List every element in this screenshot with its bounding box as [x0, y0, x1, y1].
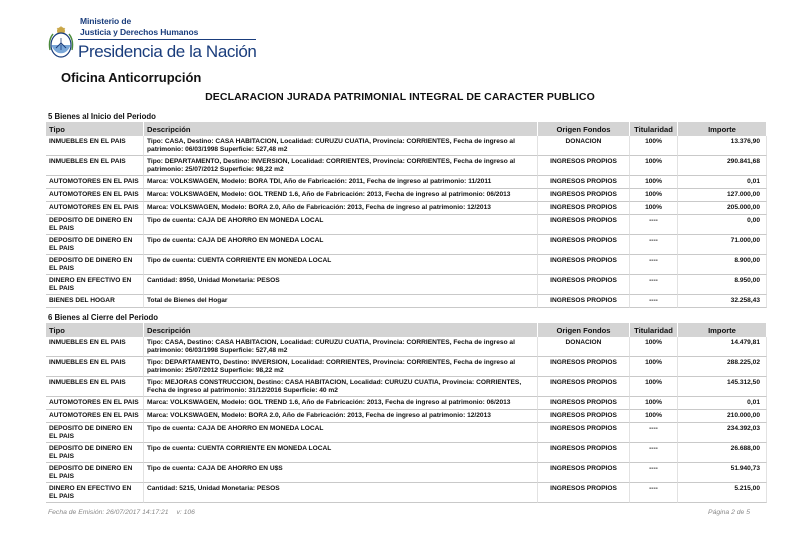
- cell-importe: 8.900,00: [678, 255, 767, 275]
- cell-descripcion: Tipo de cuenta: CAJA DE AHORRO EN U$S: [144, 463, 538, 483]
- cell-importe: 51.940,73: [678, 463, 767, 483]
- column-header-descripcion: Descripción: [144, 323, 538, 337]
- cell-origen: INGRESOS PROPIOS: [538, 483, 630, 503]
- cell-titularidad: ----: [630, 215, 678, 235]
- table-row: [46, 463, 767, 483]
- cell-tipo: INMUEBLES EN EL PAIS: [46, 377, 144, 397]
- cell-tipo: AUTOMOTORES EN EL PAIS: [46, 397, 144, 410]
- cell-importe: 14.479,81: [678, 337, 767, 357]
- header: [48, 12, 348, 72]
- cell-descripcion: Marca: VOLKSWAGEN, Modelo: BORA 2.0, Año de Fabricación: 2013, Fecha de ingreso al patrimonio: 12/2013: [144, 202, 538, 215]
- cell-titularidad: 100%: [630, 357, 678, 377]
- document-title: DECLARACION JURADA PATRIMONIAL INTEGRAL DE CARACTER PUBLICO: [205, 91, 595, 103]
- cell-tipo: BIENES DEL HOGAR: [46, 295, 144, 308]
- cell-tipo: DEPOSITO DE DINERO EN EL PAIS: [46, 463, 144, 483]
- cell-descripcion: Cantidad: 8950, Unidad Monetaria: PESOS: [144, 275, 538, 295]
- cell-titularidad: ----: [630, 275, 678, 295]
- ministry-name: [80, 16, 198, 38]
- table-row: [46, 423, 767, 443]
- cell-tipo: INMUEBLES EN EL PAIS: [46, 156, 144, 176]
- cell-titularidad: ----: [630, 483, 678, 503]
- cell-importe: 205.000,00: [678, 202, 767, 215]
- column-header-origen: Origen Fondos: [538, 122, 630, 136]
- cell-importe: 288.225,02: [678, 357, 767, 377]
- table-header-row: [46, 122, 767, 136]
- cell-descripcion: Tipo: CASA, Destino: CASA HABITACION, Localidad: CURUZU CUATIA, Provincia: CORRIENTES, Fecha de ingreso al patrimonio: 06/03/1998 Superficie: 527,48 m2: [144, 337, 538, 357]
- cell-titularidad: 100%: [630, 337, 678, 357]
- cell-tipo: AUTOMOTORES EN EL PAIS: [46, 410, 144, 423]
- cell-descripcion: Tipo de cuenta: CAJA DE AHORRO EN MONEDA LOCAL: [144, 215, 538, 235]
- cell-tipo: INMUEBLES EN EL PAIS: [46, 136, 144, 156]
- cell-origen: INGRESOS PROPIOS: [538, 235, 630, 255]
- cell-importe: 13.376,90: [678, 136, 767, 156]
- section-title-cierre: 6 Bienes al Cierre del Periodo: [48, 313, 159, 322]
- table-row: [46, 202, 767, 215]
- table-row: [46, 397, 767, 410]
- table-row: [46, 483, 767, 503]
- presidencia-label: Presidencia de la Nación: [78, 39, 256, 62]
- footer-emission: [48, 509, 201, 516]
- column-header-titularidad: Titularidad: [630, 122, 678, 136]
- cell-descripcion: Tipo de cuenta: CUENTA CORRIENTE EN MONEDA LOCAL: [144, 255, 538, 275]
- table-row: [46, 295, 767, 308]
- version-label: v: 106: [176, 509, 195, 516]
- table-row: [46, 215, 767, 235]
- cell-importe: 234.392,03: [678, 423, 767, 443]
- cell-origen: INGRESOS PROPIOS: [538, 189, 630, 202]
- cell-importe: 0,01: [678, 176, 767, 189]
- cell-importe: 210.000,00: [678, 410, 767, 423]
- cell-origen: INGRESOS PROPIOS: [538, 275, 630, 295]
- table-row: [46, 176, 767, 189]
- cell-titularidad: ----: [630, 255, 678, 275]
- cell-tipo: AUTOMOTORES EN EL PAIS: [46, 176, 144, 189]
- cell-tipo: DEPOSITO DE DINERO EN EL PAIS: [46, 235, 144, 255]
- cell-titularidad: ----: [630, 463, 678, 483]
- cell-tipo: DEPOSITO DE DINERO EN EL PAIS: [46, 423, 144, 443]
- column-header-importe: Importe: [678, 122, 767, 136]
- table-row: [46, 255, 767, 275]
- column-header-importe: Importe: [678, 323, 767, 337]
- cell-origen: INGRESOS PROPIOS: [538, 215, 630, 235]
- cell-descripcion: Tipo de cuenta: CUENTA CORRIENTE EN MONEDA LOCAL: [144, 443, 538, 463]
- cell-titularidad: 100%: [630, 410, 678, 423]
- cell-descripcion: Marca: VOLKSWAGEN, Modelo: BORA TDI, Año de Fabricación: 2011, Fecha de ingreso al patrimonio: 11/2011: [144, 176, 538, 189]
- cell-importe: 290.841,68: [678, 156, 767, 176]
- cell-importe: 127.000,00: [678, 189, 767, 202]
- ministry-line-2: Justicia y Derechos Humanos: [80, 27, 199, 37]
- cell-descripcion: Tipo: CASA, Destino: CASA HABITACION, Localidad: CURUZU CUATIA, Provincia: CORRIENTES, Fecha de ingreso al patrimonio: 06/03/1998 Superficie: 527,48 m2: [144, 136, 538, 156]
- table-row: [46, 235, 767, 255]
- cell-origen: INGRESOS PROPIOS: [538, 463, 630, 483]
- coat-of-arms-icon: [48, 26, 74, 58]
- cell-titularidad: 100%: [630, 176, 678, 189]
- cell-tipo: INMUEBLES EN EL PAIS: [46, 357, 144, 377]
- assets-end-table: [46, 323, 767, 503]
- cell-descripcion: Tipo: DEPARTAMENTO, Destino: INVERSION, Localidad: CORRIENTES, Provincia: CORRIENTES, Fecha de ingreso al patrimonio: 25/07/2012 Superficie: 98,22 m2: [144, 156, 538, 176]
- cell-importe: 0,01: [678, 397, 767, 410]
- cell-origen: INGRESOS PROPIOS: [538, 156, 630, 176]
- cell-tipo: INMUEBLES EN EL PAIS: [46, 337, 144, 357]
- assets-start-table: [46, 122, 767, 308]
- cell-titularidad: ----: [630, 443, 678, 463]
- cell-importe: 26.688,00: [678, 443, 767, 463]
- cell-descripcion: Tipo de cuenta: CAJA DE AHORRO EN MONEDA LOCAL: [144, 423, 538, 443]
- cell-titularidad: 100%: [630, 397, 678, 410]
- table-header-row: [46, 323, 767, 337]
- cell-origen: INGRESOS PROPIOS: [538, 423, 630, 443]
- cell-descripcion: Cantidad: 5215, Unidad Monetaria: PESOS: [144, 483, 538, 503]
- column-header-tipo: Tipo: [46, 122, 144, 136]
- cell-origen: INGRESOS PROPIOS: [538, 443, 630, 463]
- cell-descripcion: Marca: VOLKSWAGEN, Modelo: GOL TREND 1.6, Año de Fabricación: 2013, Fecha de ingreso al patrimonio: 06/2013: [144, 397, 538, 410]
- cell-importe: 5.215,00: [678, 483, 767, 503]
- cell-origen: INGRESOS PROPIOS: [538, 176, 630, 189]
- cell-titularidad: 100%: [630, 156, 678, 176]
- cell-importe: 8.950,00: [678, 275, 767, 295]
- cell-importe: 71.000,00: [678, 235, 767, 255]
- table-row: [46, 337, 767, 357]
- cell-origen: INGRESOS PROPIOS: [538, 357, 630, 377]
- cell-tipo: DINERO EN EFECTIVO EN EL PAIS: [46, 275, 144, 295]
- column-header-titularidad: Titularidad: [630, 323, 678, 337]
- cell-importe: 0,00: [678, 215, 767, 235]
- cell-origen: INGRESOS PROPIOS: [538, 410, 630, 423]
- office-title: Oficina Anticorrupción: [61, 70, 202, 85]
- cell-tipo: DINERO EN EFECTIVO EN EL PAIS: [46, 483, 144, 503]
- table-row: [46, 357, 767, 377]
- cell-origen: DONACION: [538, 337, 630, 357]
- cell-origen: DONACION: [538, 136, 630, 156]
- cell-tipo: DEPOSITO DE DINERO EN EL PAIS: [46, 215, 144, 235]
- cell-tipo: DEPOSITO DE DINERO EN EL PAIS: [46, 255, 144, 275]
- cell-origen: INGRESOS PROPIOS: [538, 377, 630, 397]
- section-title-inicio: 5 Bienes al Inicio del Periodo: [48, 112, 156, 121]
- table-row: [46, 136, 767, 156]
- cell-origen: INGRESOS PROPIOS: [538, 202, 630, 215]
- cell-titularidad: 100%: [630, 136, 678, 156]
- cell-descripcion: Tipo: DEPARTAMENTO, Destino: INVERSION, Localidad: CORRIENTES, Provincia: CORRIENTES, Fecha de ingreso al patrimonio: 25/07/2012 Superficie: 98,22 m2: [144, 357, 538, 377]
- cell-titularidad: 100%: [630, 202, 678, 215]
- table-row: [46, 156, 767, 176]
- cell-tipo: AUTOMOTORES EN EL PAIS: [46, 189, 144, 202]
- table-row: [46, 443, 767, 463]
- cell-descripcion: Tipo de cuenta: CAJA DE AHORRO EN MONEDA LOCAL: [144, 235, 538, 255]
- table-row: [46, 377, 767, 397]
- column-header-tipo: Tipo: [46, 323, 144, 337]
- cell-origen: INGRESOS PROPIOS: [538, 397, 630, 410]
- table-row: [46, 189, 767, 202]
- cell-origen: INGRESOS PROPIOS: [538, 255, 630, 275]
- table-row: [46, 275, 767, 295]
- cell-descripcion: Marca: VOLKSWAGEN, Modelo: BORA 2.0, Año de Fabricación: 2013, Fecha de ingreso al patrimonio: 12/2013: [144, 410, 538, 423]
- emission-date: Fecha de Emisión: 26/07/2017 14:17:21: [48, 509, 169, 516]
- cell-titularidad: 100%: [630, 189, 678, 202]
- table-row: [46, 410, 767, 423]
- page-number: Página 2 de 5: [708, 509, 750, 516]
- cell-tipo: DEPOSITO DE DINERO EN EL PAIS: [46, 443, 144, 463]
- column-header-descripcion: Descripción: [144, 122, 538, 136]
- cell-titularidad: 100%: [630, 377, 678, 397]
- column-header-origen: Origen Fondos: [538, 323, 630, 337]
- cell-titularidad: ----: [630, 235, 678, 255]
- cell-titularidad: ----: [630, 423, 678, 443]
- cell-descripcion: Total de Bienes del Hogar: [144, 295, 538, 308]
- cell-origen: INGRESOS PROPIOS: [538, 295, 630, 308]
- cell-titularidad: ----: [630, 295, 678, 308]
- cell-tipo: AUTOMOTORES EN EL PAIS: [46, 202, 144, 215]
- cell-importe: 145.312,50: [678, 377, 767, 397]
- cell-descripcion: Marca: VOLKSWAGEN, Modelo: GOL TREND 1.6, Año de Fabricación: 2013, Fecha de ingreso al patrimonio: 06/2013: [144, 189, 538, 202]
- cell-importe: 32.258,43: [678, 295, 767, 308]
- ministry-line-1: Ministerio de: [80, 16, 132, 26]
- cell-descripcion: Tipo: MEJORAS CONSTRUCCION, Destino: CASA HABITACION, Localidad: CURUZU CUATIA, Provincia: CORRIENTES, Fecha de ingreso al patrimonio: 31/12/2016 Superficie: 40 m2: [144, 377, 538, 397]
